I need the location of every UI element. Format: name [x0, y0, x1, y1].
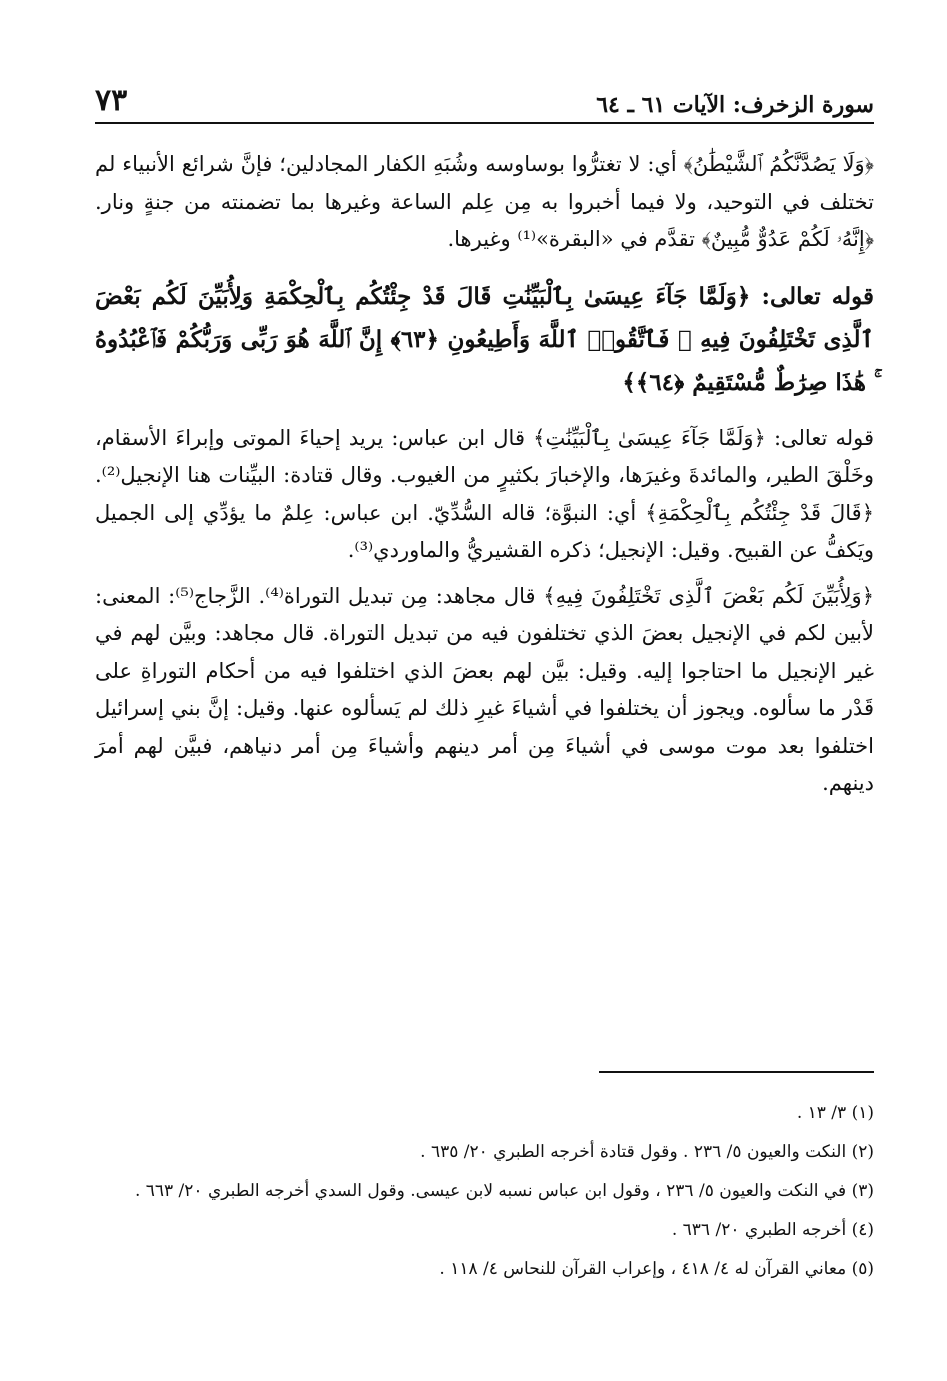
page-header — [95, 78, 874, 124]
paragraph-4: ﴿وَلِأُبَيِّنَ لَكُم بَعْضَ ٱلَّذِى تَخْتَلِفُونَ فِيهِ﴾ قال مجاهد: مِن تبديل التوراة⁽⁴⁾. الزَّجاج⁽⁵⁾: المعنى: لأبين لكم في الإنجيل بعضَ الذي تختلفون فيه من تبديل التوراة. قال مجاهد: وبيَّن لهم في غير الإنجيل ما احتاجوا إليه. وقيل: بيَّن لهم بعضَ الذي اختلفوا فيه من أحكام التوراةِ على قَدْر ما سألوه. ويجوز أن يختلفوا في أشياءَ غيرِ ذلك لم يَسألوه عنها. وقيل: إنَّ بني إسرائيل اختلفوا بعد موت موسى في أشياءَ مِن أمر دينهم وأشياءَ مِن أمر دنياهم، فبيَّن لهم أمرَ دينهم. — [95, 583, 875, 795]
footnote-4: (٤) أخرجه الطبري ٢٠/ ٦٣٦ . — [671, 1220, 874, 1240]
paragraph-3: قوله تعالى: ﴿وَلَمَّا جَآءَ عِيسَىٰ بِٱلْبَيِّنَٰتِ﴾ قال ابن عباس: يريد إحياءَ الموتى وإبراءَ الأسقام، وخَلْقَ الطير، والمائدةَ وغيرَها، والإخبارَ بكثيرٍ من الغيوب. وقال قتادة: البيِّنات هنا الإنجيل⁽²⁾. ﴿قَالَ قَدْ جِئْتُكُم بِٱلْحِكْمَةِ﴾ أي: النبوَّة؛ قاله السُّدِّيّ. ابن عباس: عِلمٌ ما يؤدِّي إلى الجميل ويَكفُّ عن القبيح. وقيل: الإنجيل؛ ذكره القشيريُّ والماوردي⁽³⁾. — [95, 425, 874, 562]
page-number: ٧٣ — [95, 83, 128, 118]
paragraph-1: ﴿وَلَا يَصُدَّنَّكُمُ ٱلشَّيْطَٰنُ﴾ أي: لا تغترُّوا بوساوسه وشُبَهِ الكفار المجادلين؛ فإنَّ شرائع الأنبياء لم تختلف في التوحيد، ولا فيما أخبروا به مِن عِلم الساعة وغيرها بما تضمنته من جنةٍ ونار. ﴿إِنَّهُۥ لَكُمْ عَدُوٌّ مُّبِينٌ﴾ تقدَّم في «البقرة»⁽¹⁾ وغيرها. — [95, 152, 874, 251]
surah-header-title: سورة الزخرف: الآيات ٦١ ـ ٦٤ — [596, 92, 874, 118]
footnote-3: (٣) في النكت والعيون ٥/ ٢٣٦ ، وقول ابن عباس نسبه لابن عيسى. وقول السدي أخرجه الطبري ٢٠/ ٦٦٣ . — [134, 1181, 874, 1201]
footnote-1: (١) ٣/ ١٣ . — [796, 1103, 874, 1123]
footnote-5: (٥) معاني القرآن له ٤/ ٤١٨ ، وإعراب القرآن للنحاس ٤/ ١١٨ . — [439, 1259, 874, 1279]
verse-lead-label: قوله تعالى: — [761, 282, 874, 310]
quran-verses-block — [95, 275, 874, 404]
quran-verses-text: ﴿وَلَمَّا جَآءَ عِيسَىٰ بِٱلْبَيِّنَٰتِ قَالَ قَدْ جِئْتُكُم بِٱلْحِكْمَةِ وَلِأُبَيِّنَ لَكُم بَعْضَ ٱلَّذِى تَخْتَلِفُونَ فِيهِ ۖ فَٱتَّقُوا۟ ٱللَّهَ وَأَطِيعُونِ ﴿٦٣﴾ إِنَّ ٱللَّهَ هُوَ رَبِّى وَرَبُّكُمْ فَٱعْبُدُوهُ ۚ هَٰذَا صِرَٰطٌ مُّسْتَقِيمٌ ﴿٦٤﴾﴾ — [95, 282, 875, 396]
page — [95, 0, 874, 1381]
footnote-2: (٢) النكت والعيون ٥/ ٢٣٦ . وقول قتادة أخرجه الطبري ٢٠/ ٦٣٥ . — [420, 1142, 874, 1162]
footnote-divider — [599, 1071, 874, 1073]
commentary-body — [95, 146, 874, 811]
footnotes — [95, 1098, 874, 1293]
